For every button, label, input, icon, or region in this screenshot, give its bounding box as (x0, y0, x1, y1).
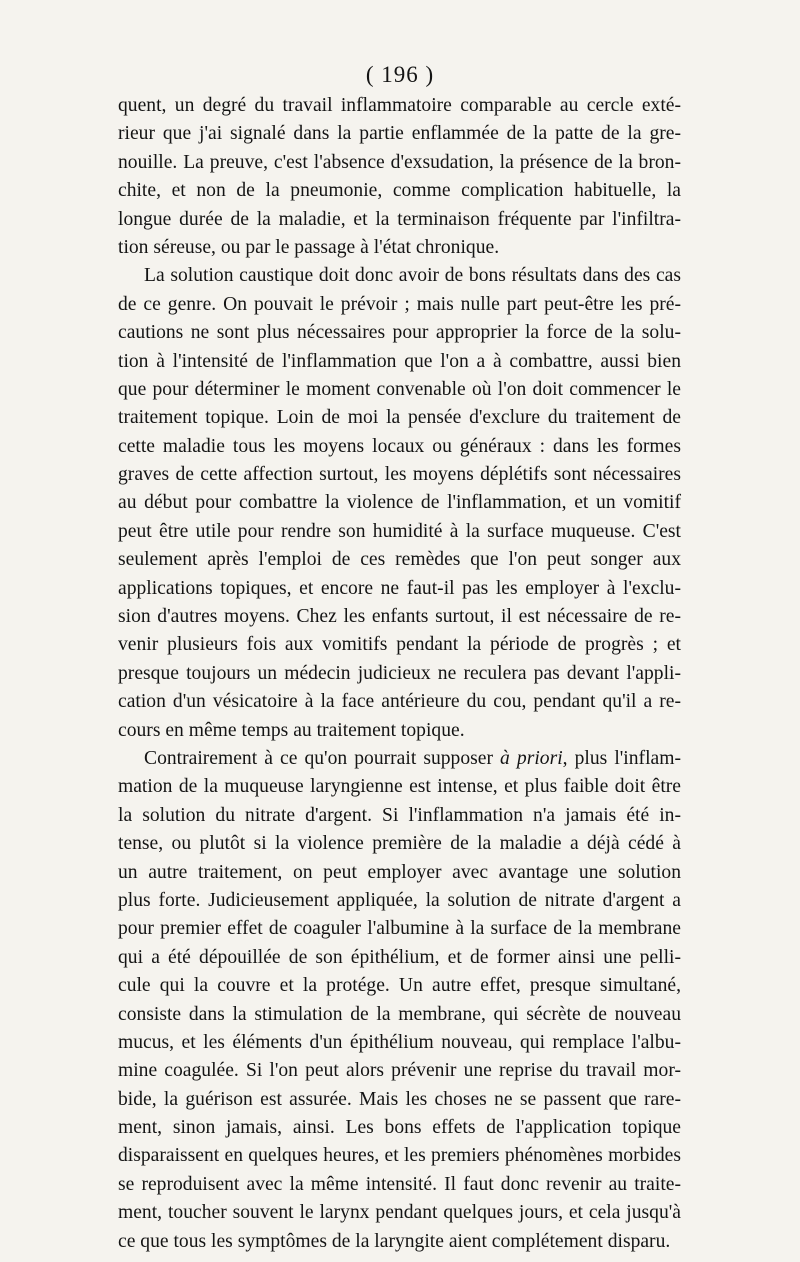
page-number: ( 196 ) (365, 62, 435, 87)
text-line: consiste dans la stimulation de la membrane, qui sécrète de nouveau (118, 1003, 681, 1025)
text-line: mation de la muqueuse laryngienne est intense, et plus faible doit être (118, 776, 681, 798)
paragraph (118, 262, 681, 745)
text-line: sion d'autres moyens. Chez les enfants surtout, il est nécessaire de re- (118, 606, 681, 628)
text-line: disparaissent en quelques heures, et les premiers phénomènes morbides (118, 1145, 681, 1167)
text-line: se reproduisent avec la même intensité. Il faut donc revenir au traite- (118, 1173, 681, 1195)
text-line: tion à l'intensité de l'inflammation que l'on a à combattre, aussi bien (118, 350, 681, 372)
text-line: de ce genre. On pouvait le prévoir ; mais nulle part peut-être les pré- (118, 293, 681, 315)
text-line: mucus, et les éléments d'un épithélium nouveau, qui remplace l'albu- (118, 1031, 681, 1053)
text-line: ment, toucher souvent le larynx pendant quelques jours, et cela jusqu'à (118, 1202, 681, 1224)
text-line: nouille. La preuve, c'est l'absence d'exsudation, la présence de la bron- (118, 151, 681, 173)
text-line: tense, ou plutôt si la violence première de la maladie a déjà cédé à (118, 833, 681, 855)
text-line: venir plusieurs fois aux vomitifs pendant la période de progrès ; et (118, 634, 681, 656)
text-line: Contrairement à ce qu'on pourrait supposer à priori, plus l'inflam- (144, 747, 681, 769)
text-line: applications topiques, et encore ne faut-il pas les employer à l'exclu- (118, 577, 681, 599)
text-line: seulement après l'emploi de ces remèdes que l'on peut songer aux (118, 549, 681, 571)
text-line: qui a été dépouillée de son épithélium, et de former ainsi une pelli- (118, 946, 681, 968)
text-line: longue durée de la maladie, et la terminaison fréquente par l'infiltra- (118, 208, 681, 230)
paragraph (118, 745, 681, 1256)
text-line: cule qui la couvre et la protége. Un autre effet, presque simultané, (118, 975, 681, 997)
text-line: presque toujours un médecin judicieux ne reculera pas devant l'appli- (118, 662, 681, 684)
text-line: bide, la guérison est assurée. Mais les choses ne se passent que rare- (118, 1088, 681, 1110)
text-line: traitement topique. Loin de moi la pensée d'exclure du traitement de (118, 407, 681, 429)
text-line: rieur que j'ai signalé dans la partie enflammée de la patte de la gre- (118, 123, 681, 145)
text-line: chite, et non de la pneumonie, comme complication habituelle, la (118, 180, 681, 202)
text-line: graves de cette affection surtout, les moyens déplétifs sont nécessaires (118, 464, 681, 486)
text-line: mine coagulée. Si l'on peut alors prévenir une reprise du travail mor- (118, 1060, 681, 1082)
text-line: au début pour combattre la violence de l'inflammation, et un vomitif (118, 492, 681, 514)
text-line: cautions ne sont plus nécessaires pour approprier la force de la solu- (118, 322, 681, 344)
text-line: plus forte. Judicieusement appliquée, la solution de nitrate d'argent a (118, 889, 681, 911)
text-line: La solution caustique doit donc avoir de bons résultats dans des cas (144, 265, 681, 287)
text-line: cation d'un vésicatoire à la face antérieure du cou, pendant qu'il a re- (118, 691, 681, 713)
body-text (118, 92, 681, 1256)
text-line: peut être utile pour rendre son humidité à la surface muqueuse. C'est (118, 520, 681, 542)
text-line: que pour déterminer le moment convenable où l'on doit commencer le (118, 378, 681, 400)
text-line: pour premier effet de coaguler l'albumine à la surface de la membrane (118, 918, 681, 940)
text-line: tion séreuse, ou par le passage à l'état chronique. (118, 236, 500, 258)
text-line: quent, un degré du travail inflammatoire comparable au cercle exté- (118, 95, 681, 116)
text-line: la solution du nitrate d'argent. Si l'inflammation n'a jamais été in- (118, 804, 681, 826)
text-line: ment, sinon jamais, ainsi. Les bons effets de l'application topique (118, 1117, 681, 1139)
text-line: ce que tous les symptômes de la laryngite aient complétement disparu. (118, 1230, 671, 1252)
text-line: un autre traitement, on peut employer avec avantage une solution (118, 861, 681, 883)
paragraph (118, 92, 681, 262)
text-line: cours en même temps au traitement topique. (118, 719, 465, 741)
text-line: cette maladie tous les moyens locaux ou généraux : dans les formes (118, 435, 681, 457)
